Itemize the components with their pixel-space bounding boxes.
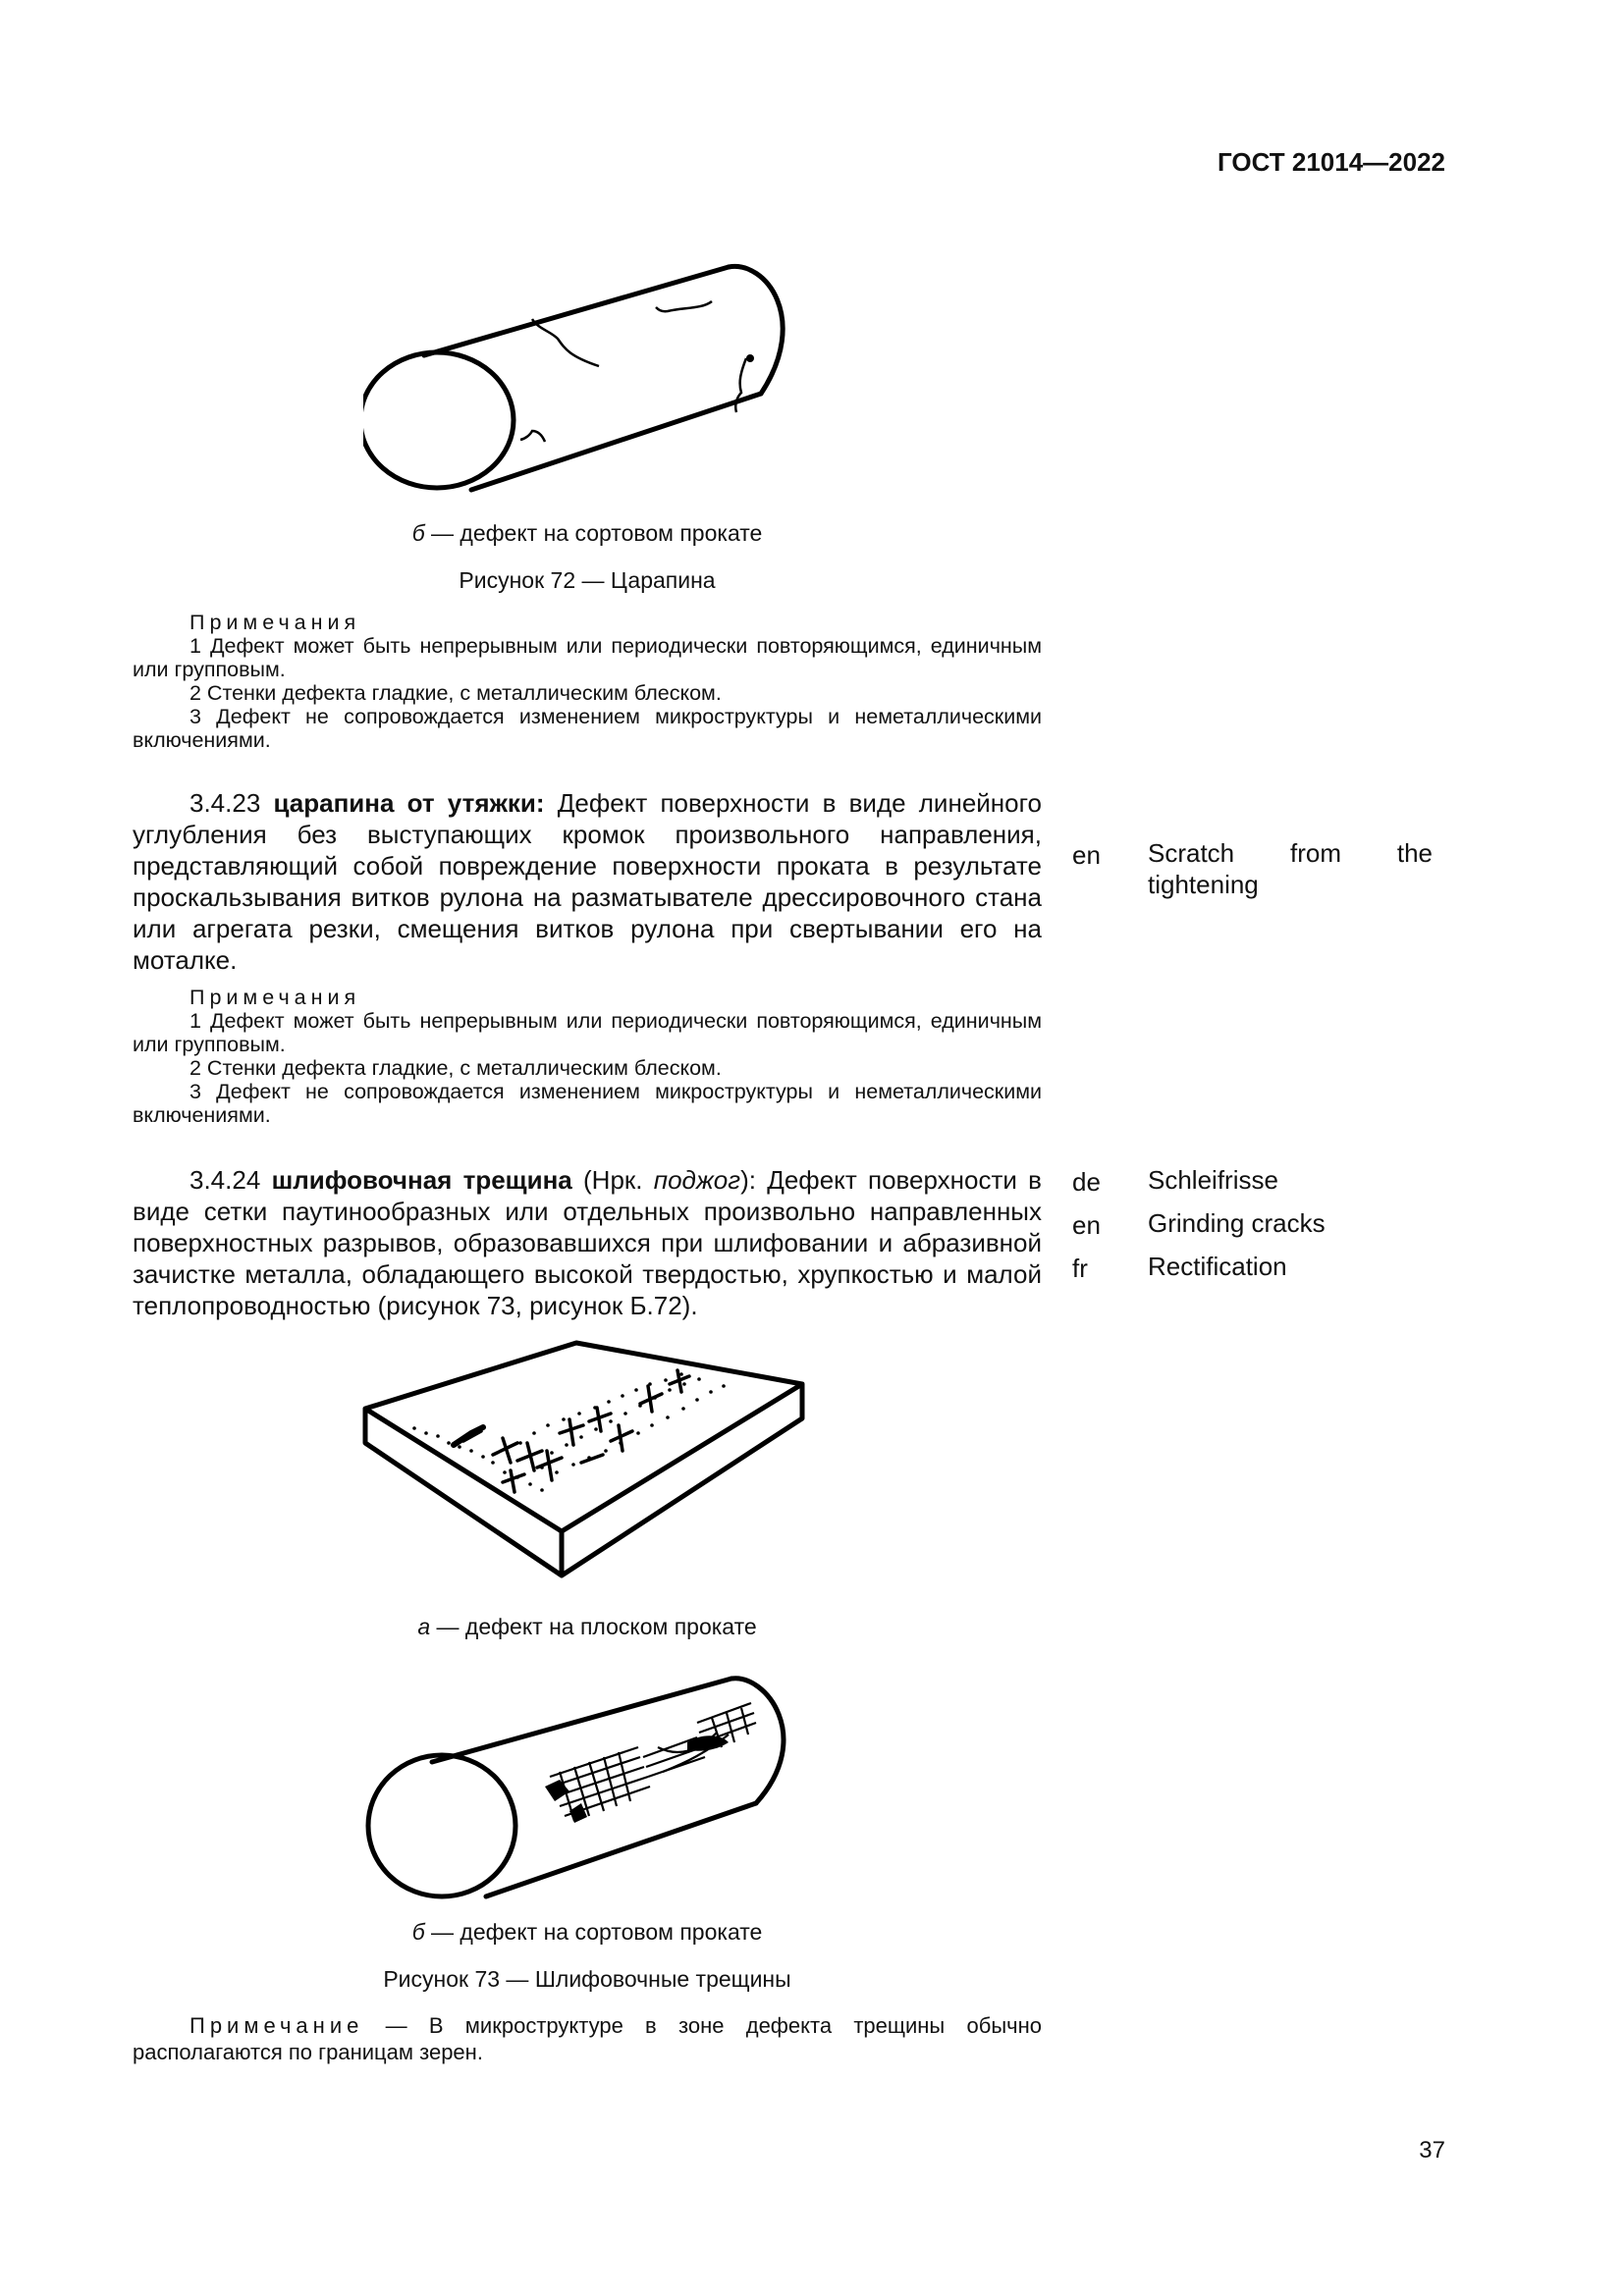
note-item: 1 Дефект может быть непрерывным или периодически повторяющимся, единичным или групповым. bbox=[133, 1009, 1042, 1056]
foreign-equivalent: Rectification bbox=[1148, 1252, 1287, 1281]
notes-heading: Примечания bbox=[189, 986, 361, 1009]
lang-code: en bbox=[1072, 1210, 1101, 1240]
entry-definition: Дефект поверхности в виде линейного углубления без выступающих кромок произвольного направления, представляющий собой повреждение поверхности проката в результате проскальзывания витков рулона на разматывателе дрессировочного стана или агрегата резки, смещения витков рулона при свертывании его на моталке. bbox=[133, 788, 1042, 975]
entry-number: 3.4.24 bbox=[189, 1165, 261, 1195]
figure-73a-sub-letter: а bbox=[417, 1614, 431, 1639]
figure-73-caption: Рисунок 73 — Шлифовочные трещины bbox=[383, 1966, 791, 1992]
foreign-equivalent: Grinding cracks bbox=[1148, 1208, 1326, 1238]
note-item: 3 Дефект не сопровождается изменением микроструктуры и неметаллическими включениями. bbox=[133, 705, 1042, 752]
foreign-equivalent: Scratch from the tightening bbox=[1148, 838, 1433, 899]
lang-code: fr bbox=[1072, 1254, 1088, 1283]
nrk-open: (Нрк. bbox=[583, 1165, 654, 1195]
note-item: 3 Дефект не сопровождается изменением микроструктуры и неметаллическими включениями. bbox=[133, 1080, 1042, 1127]
notes-heading: Примечания bbox=[189, 611, 361, 634]
entry-term: царапина от утяжки: bbox=[273, 788, 545, 818]
note-item: 2 Стенки дефекта гладкие, с металлическим блеском. bbox=[189, 1056, 722, 1080]
figure-72-subcaption bbox=[133, 520, 1042, 547]
final-note-label: Примечание bbox=[189, 2013, 364, 2038]
document-header: ГОСТ 21014—2022 bbox=[1218, 147, 1445, 177]
lang-code: de bbox=[1072, 1167, 1101, 1197]
notes-block-2 bbox=[133, 986, 1042, 1127]
figure-72-sub-text: — дефект на сортовом прокате bbox=[424, 520, 763, 546]
figure-73a-subcaption bbox=[133, 1614, 1042, 1640]
entry-number: 3.4.23 bbox=[189, 788, 261, 818]
entry-definition: Дефект поверхности в виде сетки паутинообразных или отдельных произвольно направленных поверхностных разрывов, образовавшихся при шлифовании и абразивной зачистке металла, обладающего высокой твердостью, хрупкостью и малой теплопроводностью (рисунок 73, рисунок Б.72). bbox=[133, 1165, 1042, 1320]
figure-72-sub-letter: б bbox=[411, 520, 425, 546]
figure-73-cylinder-drawing bbox=[363, 1664, 815, 1904]
nrk-term: поджог bbox=[653, 1165, 741, 1195]
figure-73a-sub-text: — дефект на плоском прокате bbox=[430, 1614, 757, 1639]
figure-72-cylinder-drawing bbox=[363, 250, 835, 510]
figure-73b-subcaption bbox=[133, 1919, 1042, 1946]
final-note-text: — В микроструктуре в зоне дефекта трещины обычно располагаются по границам зерен. bbox=[133, 2013, 1042, 2064]
term-entry-3-4-23 bbox=[133, 787, 1042, 976]
foreign-equivalent: Schleifrisse bbox=[1148, 1165, 1278, 1195]
entry-term: шлифовочная трещина bbox=[271, 1165, 572, 1195]
notes-block-1 bbox=[133, 611, 1042, 752]
note-item: 2 Стенки дефекта гладкие, с металлическим блеском. bbox=[189, 681, 722, 705]
lang-code: en bbox=[1072, 840, 1101, 870]
term-entry-3-4-24 bbox=[133, 1164, 1042, 1321]
nrk-close: ): bbox=[740, 1165, 756, 1195]
figure-73b-sub-text: — дефект на сортовом прокате bbox=[424, 1919, 763, 1945]
figure-73-slab-drawing bbox=[355, 1335, 807, 1585]
note-item: 1 Дефект может быть непрерывным или периодически повторяющимся, единичным или групповым. bbox=[133, 634, 1042, 681]
figure-73b-sub-letter: б bbox=[411, 1919, 425, 1945]
page-number: 37 bbox=[1419, 2137, 1445, 2163]
figure-72-caption: Рисунок 72 — Царапина bbox=[459, 567, 716, 593]
final-note bbox=[133, 2012, 1042, 2065]
